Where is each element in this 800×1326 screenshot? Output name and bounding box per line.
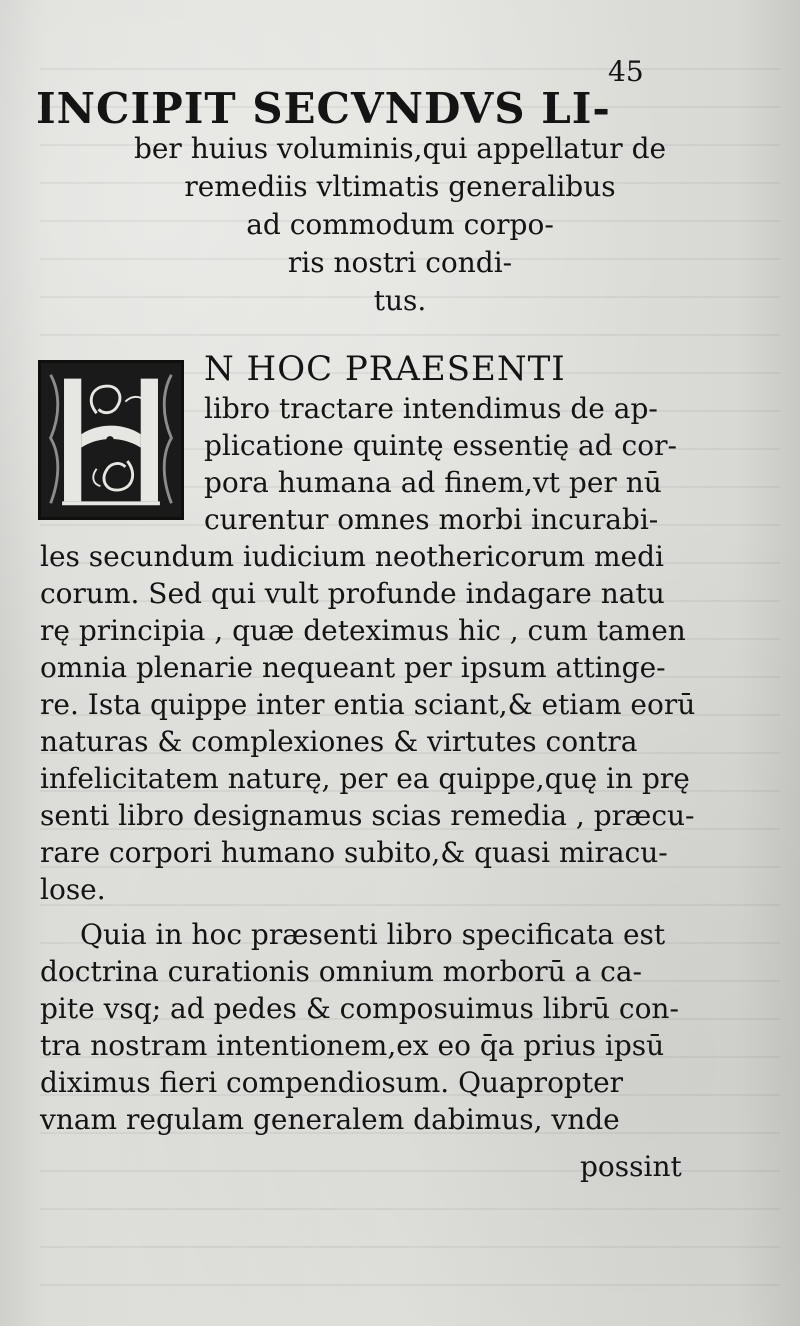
decorative-initial-h-icon [41, 363, 181, 517]
body-line: re. Ista quippe inter entia sciant,& etiam eorū [40, 688, 696, 721]
subtitle-line: ad commodum corpo- [246, 208, 554, 241]
subtitle-line: ber huius voluminis,qui appellatur de [133, 132, 667, 165]
body-line: vnam regulam generalem dabimus, vnde [40, 1103, 620, 1136]
folio-number: 45 [608, 55, 644, 88]
intro-capitals-text: N HOC PRAESENTI [204, 349, 566, 389]
body-line: curentur omnes morbi incurabi- [204, 503, 659, 536]
body-line: pite vsq; ad pedes & composuimus librū con- [40, 992, 679, 1025]
body-line: rare corpori humano subito,& quasi miracu- [40, 836, 668, 869]
subtitle-line: tus. [373, 284, 427, 317]
body-line: tra nostram intentionem,ex eo q̄a prius ipsū [40, 1029, 665, 1062]
body-line: lose. [40, 873, 106, 906]
body-line: naturas & complexiones & virtutes contra [40, 725, 638, 758]
body-line: plicatione quintę essentię ad cor- [204, 429, 677, 462]
body-line: diximus fieri compendiosum. Quapropter [40, 1066, 624, 1099]
body-line: doctrina curationis omnium morborū a ca- [40, 955, 642, 988]
subtitle-line: remediis vltimatis generalibus [184, 170, 616, 203]
intro-capitals [204, 350, 566, 388]
body-line: omnia plenarie nequeant per ipsum attinge- [40, 651, 666, 684]
body-line: rę principia , quæ deteximus hic , cum tamen [40, 614, 686, 647]
subtitle-line: ris nostri condi- [287, 246, 513, 279]
body-line: les secundum iudicium neothericorum medi [40, 540, 664, 573]
decorative-initial [38, 360, 184, 520]
headline: INCIPIT SECVNDVS LI- [36, 84, 611, 133]
catchword: possint [580, 1150, 682, 1183]
body-line: infelicitatem naturę, per ea quippe,quę in prę [40, 762, 690, 795]
body-line: Quia in hoc præsenti libro specificata est [80, 918, 666, 951]
body-line: senti libro designamus scias remedia , præcu- [40, 799, 695, 832]
body-line: pora humana ad finem,vt per nū [204, 466, 662, 499]
body-line: corum. Sed qui vult profunde indagare natu [40, 577, 665, 610]
body-line: libro tractare intendimus de ap- [204, 392, 658, 425]
